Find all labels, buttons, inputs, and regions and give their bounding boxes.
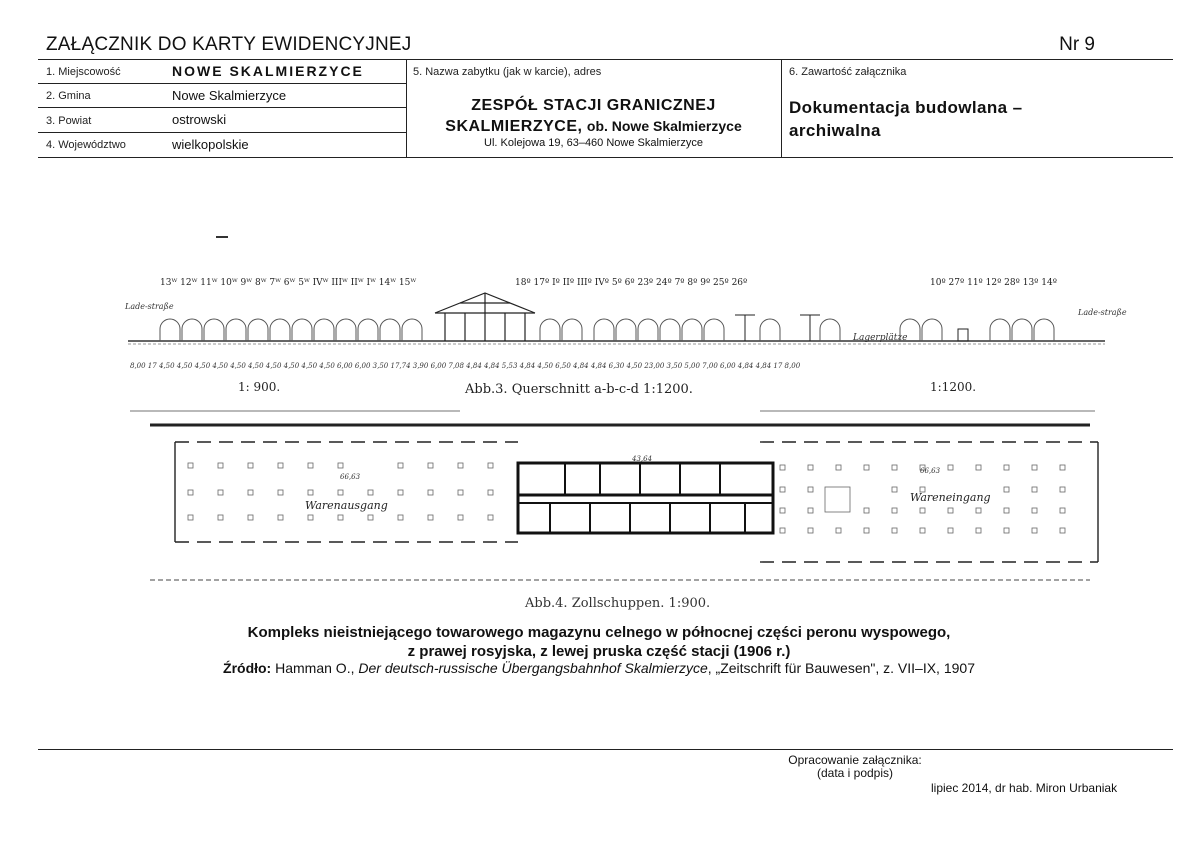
- label-warenausgang: Warenausgang: [305, 499, 388, 512]
- scale-right: 1:1200.: [930, 380, 977, 394]
- top-dimension: 43,64: [632, 455, 653, 463]
- field-label-county: 3. Powiat: [46, 115, 92, 127]
- monument-name-object: ob. Nowe Skalmierzyce: [586, 118, 742, 134]
- scale-left: 1: 900.: [238, 380, 281, 394]
- source-author: Hamman O.,: [275, 660, 355, 676]
- field-label-voivodeship: 4. Województwo: [46, 139, 126, 151]
- contents-value-line1: Dokumentacja budowlana –: [789, 98, 1023, 117]
- figure-caption-line1: Kompleks nieistniejącego towarowego magazynu celnego w północnej części peronu wyspowego,: [247, 624, 951, 641]
- figure-caption-line2: z prawej rosyjska, z lewej pruska część stacji (1906 r.): [407, 643, 791, 660]
- left-dimension: 66,63: [340, 473, 361, 481]
- table-row-divider: [38, 132, 406, 133]
- right-dimension: 66,63: [920, 467, 941, 475]
- table-column-divider: [781, 59, 782, 157]
- track-labels-mid: 18º 17º Iº IIº IIIº IVº 5º 6º 23º 24º 7º 8º 9º 25º 26º: [515, 278, 748, 288]
- monument-address: Ul. Kolejowa 19, 63–460 Nowe Skalmierzyce: [484, 137, 703, 149]
- source-rest: , „Zeitschrift für Bauwesen", z. VII–IX, 1907: [707, 660, 975, 676]
- field-value-voivodeship: wielkopolskie: [172, 137, 249, 152]
- monument-name-city: SKALMIERZYCE,: [445, 118, 583, 135]
- field-label-commune: 2. Gmina: [46, 90, 91, 102]
- table-row-divider: [38, 107, 406, 108]
- cross-section: [124, 293, 1127, 344]
- distance-row: 8,00 17 4,50 4,50 4,50 4,50 4,50 4,50 4,50 4,50 4,50 4,50 6,00 6,00 3,50 17,74 3,90 6,00 7,08 4,84 4,84 5,53 4,84 4,50 6,50 4,84 4,84 6,30 4,50 23,00 3,50 5,00 7,00 6,00 4,84 4,84 17 8,00: [130, 362, 801, 370]
- field-value-locality: NOWE SKALMIERZYCE: [172, 63, 364, 79]
- label-ladestrasse-right: Lade-straße: [1078, 308, 1127, 317]
- table-top-border: [38, 59, 1173, 60]
- monument-name-line2: [406, 116, 781, 137]
- attachment-number: Nr 9: [1059, 34, 1095, 55]
- track-labels-right: 10º 27º 11º 12º 28º 13º 14º: [930, 278, 1057, 288]
- contents-label: 6. Zawartość załącznika: [789, 66, 907, 78]
- field-value-commune: Nowe Skalmierzyce: [172, 88, 287, 103]
- track-labels-left: 13ᵂ 12ᵂ 11ᵂ 10ᵂ 9ᵂ 8ᵂ 7ᵂ 6ᵂ 5ᵂ IVᵂ IIIᵂ IIᵂ Iᵂ 14ᵂ 15ᵂ: [160, 278, 417, 288]
- signature-date: lipiec 2014, dr hab. Miron Urbaniak: [931, 781, 1118, 795]
- monument-label: 5. Nazwa zabytku (jak w karcie), adres: [413, 66, 602, 78]
- table-row-divider: [38, 83, 406, 84]
- field-label-locality: 1. Miejscowość: [46, 66, 121, 78]
- scan-mark: [216, 236, 228, 238]
- label-ladestrasse-left: Lade-straße: [125, 302, 174, 311]
- field-value-county: ostrowski: [172, 112, 227, 127]
- source-title: Der deutsch-russische Übergangsbahnhof Skalmierzyce: [358, 660, 708, 676]
- source-label: Źródło:: [223, 660, 272, 676]
- prepared-by-line1: Opracowanie załącznika:: [788, 753, 922, 767]
- plan-caption: Abb.4. Zollschuppen. 1:900.: [525, 596, 711, 611]
- label-wareneingang: Wareneingang: [910, 491, 991, 504]
- section-caption: Abb.3. Querschnitt a-b-c-d 1:1200.: [465, 382, 693, 397]
- contents-value-line2: archiwalna: [789, 121, 881, 140]
- prepared-by-line2: (data i podpis): [816, 766, 894, 780]
- footer-divider: [38, 749, 1173, 750]
- figure-source: [0, 660, 1198, 676]
- plan-view: [150, 425, 1098, 580]
- figure-caption: [0, 623, 1198, 661]
- monument-name-line1: ZESPÓŁ STACJI GRANICZNEJ: [471, 97, 716, 114]
- archival-drawing: [120, 265, 1127, 625]
- attachment-title: ZAŁĄCZNIK DO KARTY EWIDENCYJNEJ: [46, 34, 412, 55]
- table-bottom-border: [38, 157, 1173, 158]
- label-lagerplatze: Lagerplätze: [853, 333, 908, 343]
